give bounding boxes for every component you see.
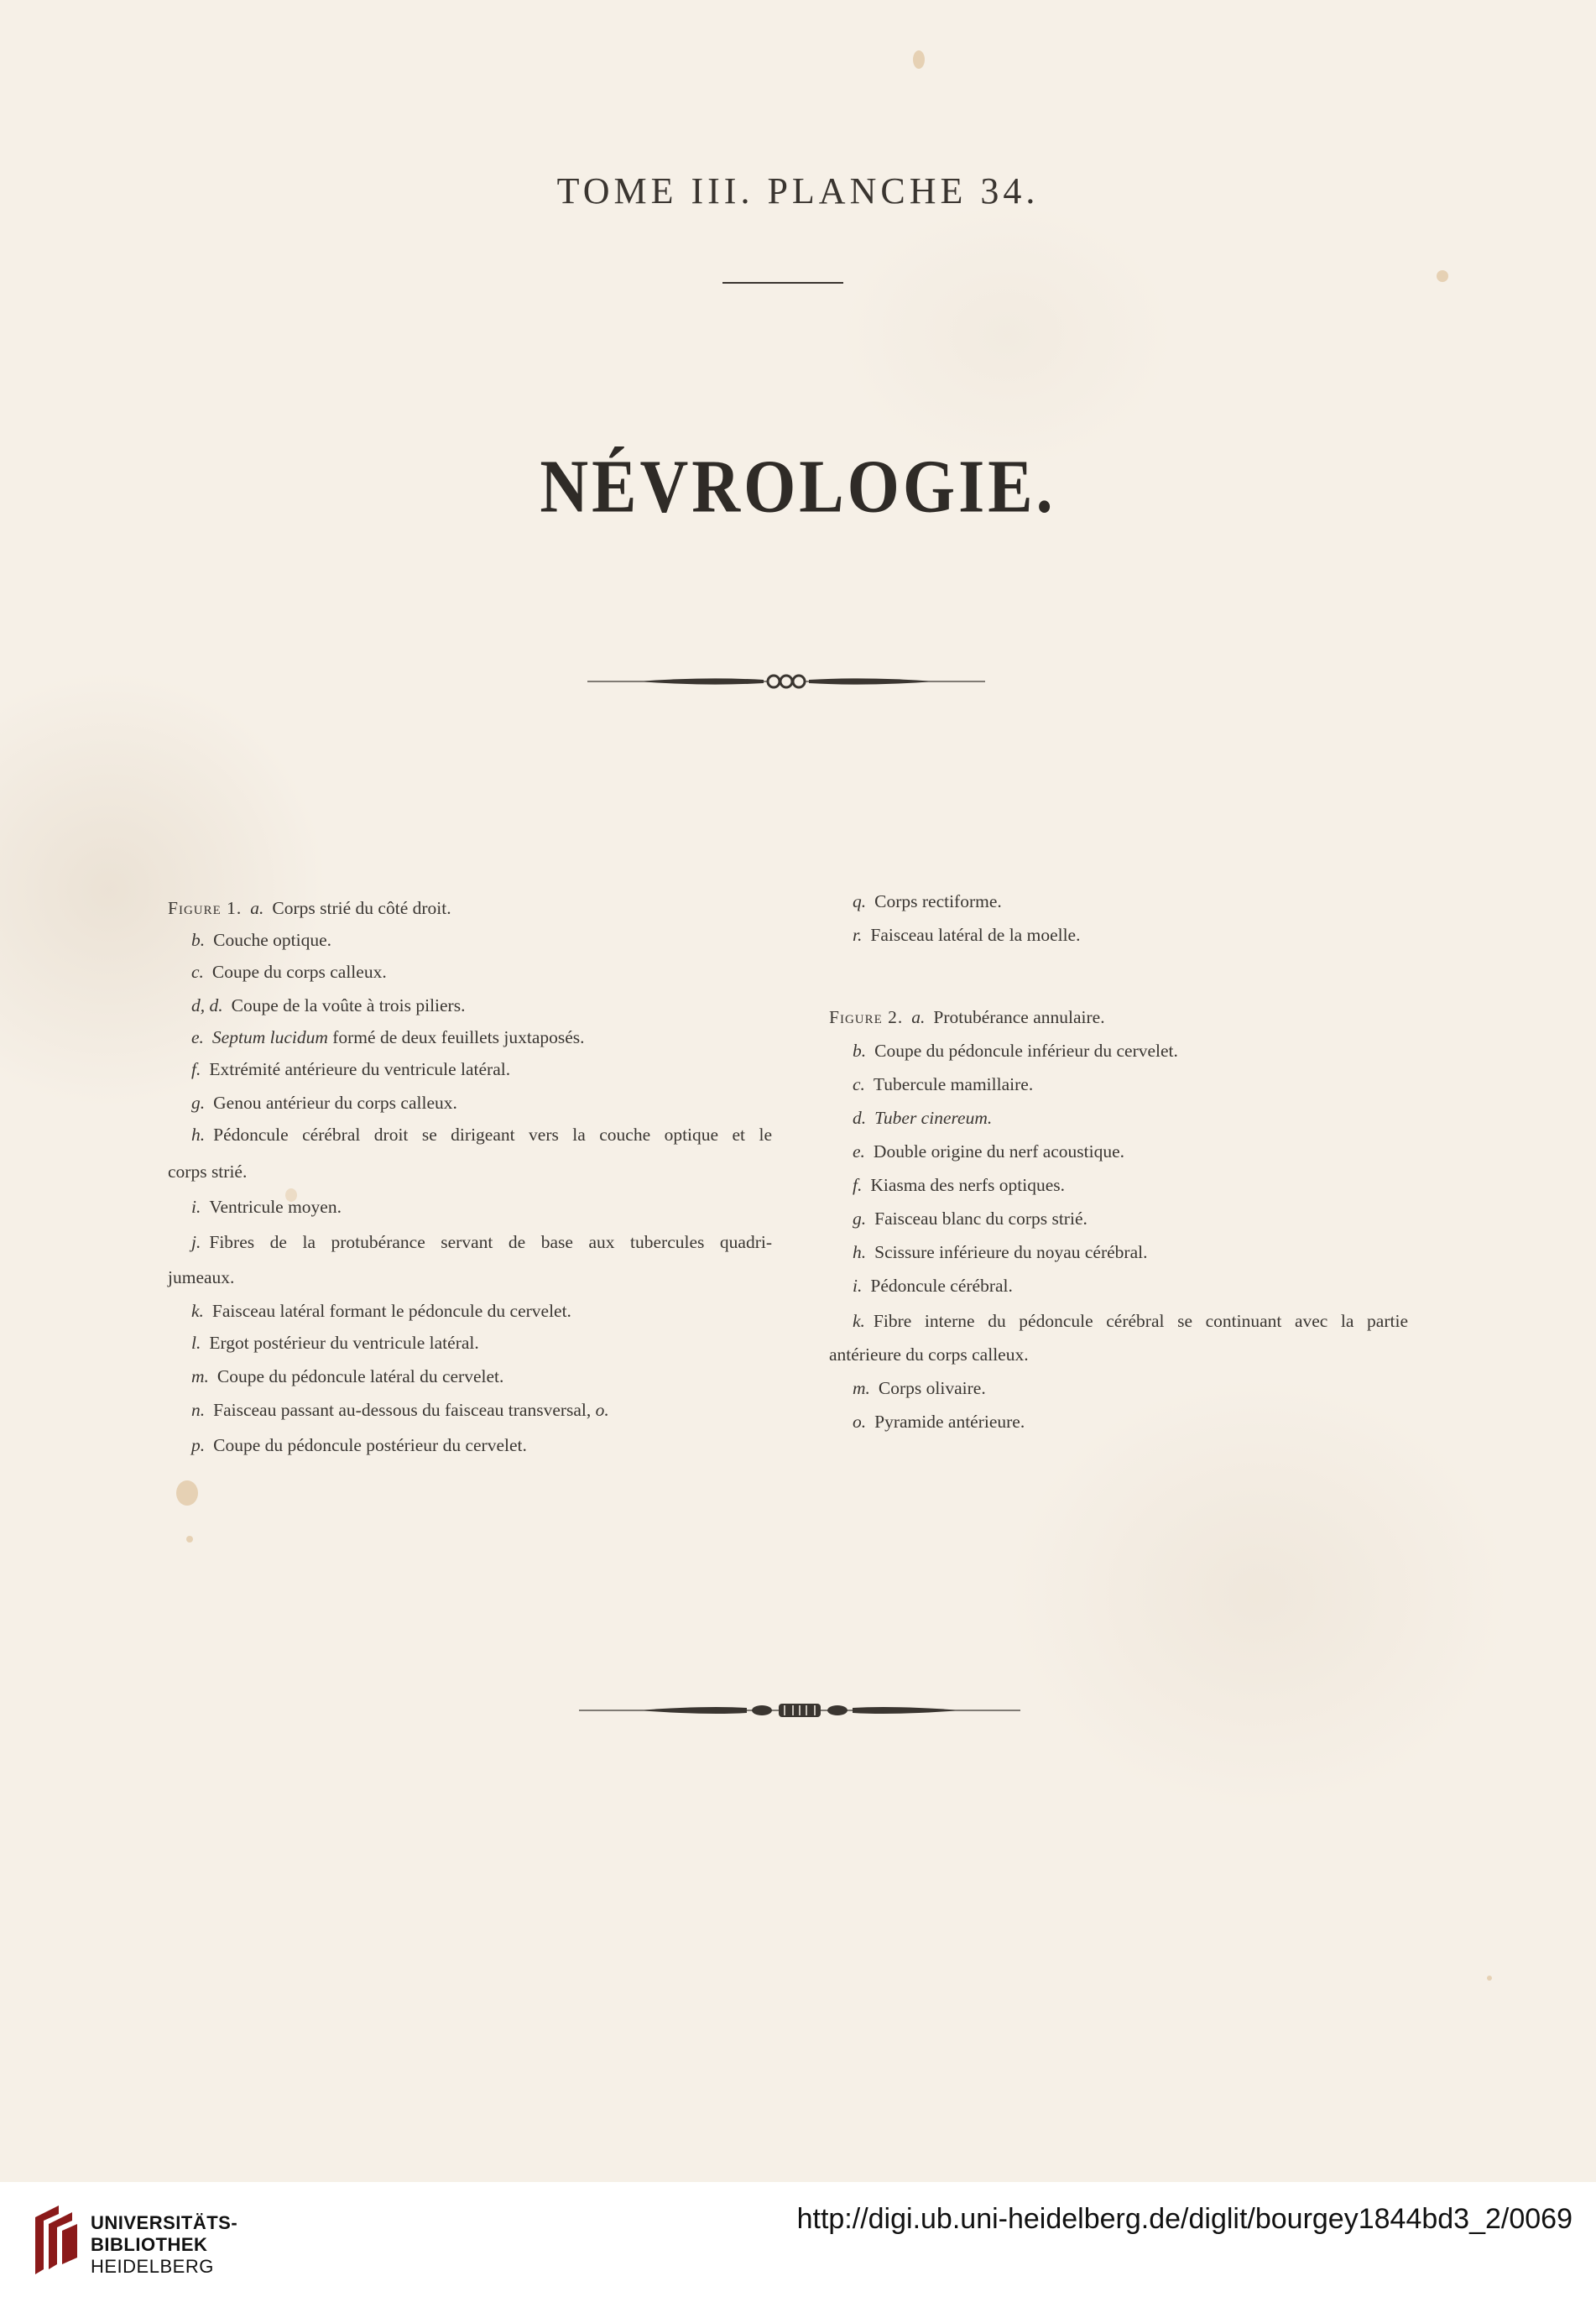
library-name-line-2: BIBLIOTHEK <box>91 2234 208 2255</box>
legend-text: Faisceau passant au-dessous du faisceau transversal, <box>213 1400 592 1420</box>
legend-letter: h. <box>853 1242 867 1262</box>
legend-text: Ergot postérieur du ventricule latéral. <box>209 1333 479 1353</box>
legend-italic-term: Septum lucidum <box>211 1027 328 1047</box>
legend-text: Pédoncule cérébral. <box>870 1276 1013 1296</box>
legend-text: Fibres de la protubérance servant de base aux tubercules quadri- <box>209 1232 772 1252</box>
legend-text: Coupe du pédoncule latéral du cervelet. <box>216 1366 504 1386</box>
foxing-spot <box>186 1536 193 1543</box>
legend-entry-b2 <box>853 1041 1178 1062</box>
legend-entry-k2b <box>829 1344 1029 1365</box>
legend-entry-b1 <box>191 930 331 951</box>
legend-entry-i1 <box>191 1197 342 1218</box>
legend-entry-k1 <box>191 1301 571 1322</box>
legend-text: Coupe de la voûte à trois piliers. <box>231 995 466 1015</box>
legend-letter: i. <box>191 1197 201 1217</box>
library-name-line-1: UNIVERSITÄTS- <box>91 2212 238 2233</box>
legend-letter: o. <box>595 1400 609 1420</box>
legend-entry-c2 <box>853 1074 1033 1095</box>
legend-letter: g. <box>191 1093 206 1113</box>
legend-letter: f. <box>853 1175 863 1195</box>
legend-letter: f. <box>191 1059 201 1079</box>
legend-entry-m1 <box>191 1366 503 1387</box>
university-library-logo-icon <box>30 2202 81 2278</box>
legend-text: Pyramide antérieure. <box>874 1412 1025 1432</box>
legend-letter: m. <box>853 1378 870 1398</box>
legend-italic-term: Tuber cinereum. <box>874 1108 993 1128</box>
legend-text: Tubercule mamillaire. <box>873 1074 1034 1094</box>
plate-heading: TOME III. PLANCHE 34. <box>556 170 1040 211</box>
legend-entry-e2 <box>853 1141 1124 1162</box>
legend-text: Extrémité antérieure du ventricule latéral. <box>209 1059 511 1079</box>
legend-letter: e. <box>853 1141 865 1162</box>
legend-letter: d, d. <box>191 995 223 1015</box>
legend-letter: h. <box>191 1125 206 1145</box>
legend-letter: c. <box>191 962 204 982</box>
foxing-spot <box>1487 1976 1492 1981</box>
legend-letter: e. <box>191 1027 204 1047</box>
legend-entry-i2 <box>853 1276 1013 1297</box>
legend-entry-h1b <box>168 1162 247 1182</box>
page-title: NÉVROLOGIE. <box>540 446 1056 529</box>
legend-entry-k2 <box>853 1311 1408 1332</box>
legend-entry-p1 <box>191 1435 527 1456</box>
legend-entry-d2 <box>853 1108 992 1129</box>
legend-text: Faisceau blanc du corps strié. <box>874 1209 1087 1229</box>
legend-text: Pédoncule cérébral droit se dirigeant vers la couche optique et le <box>213 1125 772 1145</box>
legend-text: Genou antérieur du corps calleux. <box>213 1093 457 1113</box>
legend-text: Ventricule moyen. <box>209 1197 342 1217</box>
legend-entry-n1 <box>191 1400 609 1421</box>
legend-text: Coupe du corps calleux. <box>211 962 387 982</box>
legend-text: Coupe du pédoncule postérieur du cervelet. <box>213 1435 527 1455</box>
legend-text: Couche optique. <box>213 930 332 950</box>
legend-letter: j. <box>191 1232 201 1252</box>
figure-label: Figure 1. <box>168 898 243 918</box>
legend-text: jumeaux. <box>168 1267 235 1287</box>
source-url-link[interactable]: http://digi.ub.uni-heidelberg.de/diglit/bourgey1844bd3_2/0069 <box>796 2203 1573 2235</box>
legend-letter: m. <box>191 1366 209 1386</box>
legend-letter: d. <box>853 1108 867 1128</box>
legend-letter: k. <box>853 1311 865 1331</box>
foxing-spot <box>176 1480 198 1506</box>
legend-letter: b. <box>853 1041 867 1061</box>
legend-entry-h1 <box>191 1125 772 1146</box>
legend-letter: l. <box>191 1333 201 1353</box>
legend-letter: a. <box>250 898 264 918</box>
legend-entry-r1 <box>853 925 1080 946</box>
legend-letter: p. <box>191 1435 206 1455</box>
legend-letter: o. <box>853 1412 867 1432</box>
legend-entry-f1 <box>191 1059 510 1080</box>
legend-text: Faisceau latéral de la moelle. <box>870 925 1081 945</box>
legend-entry-j1 <box>191 1232 772 1253</box>
legend-entry-c1 <box>191 962 387 983</box>
foxing-spot <box>913 50 925 69</box>
legend-letter: g. <box>853 1209 867 1229</box>
legend-text: Corps rectiforme. <box>874 891 1002 911</box>
legend-entry-g2 <box>853 1209 1087 1229</box>
legend-letter: q. <box>853 891 867 911</box>
legend-text: formé de deux feuillets juxtaposés. <box>332 1027 585 1047</box>
legend-text: Protubérance annulaire. <box>933 1007 1105 1027</box>
legend-letter: a. <box>911 1007 926 1027</box>
legend-entry-l1 <box>191 1333 479 1354</box>
legend-letter: b. <box>191 930 206 950</box>
legend-letter: c. <box>853 1074 865 1094</box>
legend-text: Corps olivaire. <box>878 1378 986 1398</box>
legend-text: corps strié. <box>168 1162 248 1182</box>
ornament-divider-top <box>587 671 985 697</box>
legend-text: Kiasma des nerfs optiques. <box>870 1175 1066 1195</box>
legend-text: Fibre interne du pédoncule cérébral se continuant avec la partie <box>873 1311 1408 1331</box>
library-footer <box>0 2182 1596 2297</box>
legend-letter: n. <box>191 1400 206 1420</box>
legend-letter: r. <box>853 925 863 945</box>
legend-text: Scissure inférieure du noyau cérébral. <box>874 1242 1148 1262</box>
legend-text: Corps strié du côté droit. <box>272 898 451 918</box>
legend-entry-e1 <box>191 1027 585 1048</box>
ornament-divider-bottom <box>579 1699 1020 1724</box>
legend-entry-m2 <box>853 1378 986 1399</box>
legend-text: Faisceau latéral formant le pédoncule du cervelet. <box>211 1301 571 1321</box>
legend-entry-g1 <box>191 1093 457 1114</box>
legend-letter: i. <box>853 1276 863 1296</box>
legend-entry-o2 <box>853 1412 1025 1433</box>
figure-label: Figure 2. <box>829 1007 904 1027</box>
foxing-spot <box>1437 270 1448 282</box>
legend-entry-q1 <box>853 891 1002 912</box>
legend-text: Coupe du pédoncule inférieur du cervelet. <box>874 1041 1178 1061</box>
legend-entry-h2 <box>853 1242 1147 1263</box>
legend-text: Double origine du nerf acoustique. <box>873 1141 1125 1162</box>
short-divider <box>722 282 843 284</box>
legend-entry-d1 <box>191 995 465 1016</box>
legend-entry-a2 <box>829 1007 1105 1028</box>
legend-text: antérieure du corps calleux. <box>829 1344 1029 1365</box>
library-name-line-3: HEIDELBERG <box>91 2256 214 2277</box>
legend-entry-a1 <box>168 898 451 919</box>
legend-entry-j1b <box>168 1267 234 1288</box>
legend-letter: k. <box>191 1301 204 1321</box>
legend-entry-f2 <box>853 1175 1065 1196</box>
